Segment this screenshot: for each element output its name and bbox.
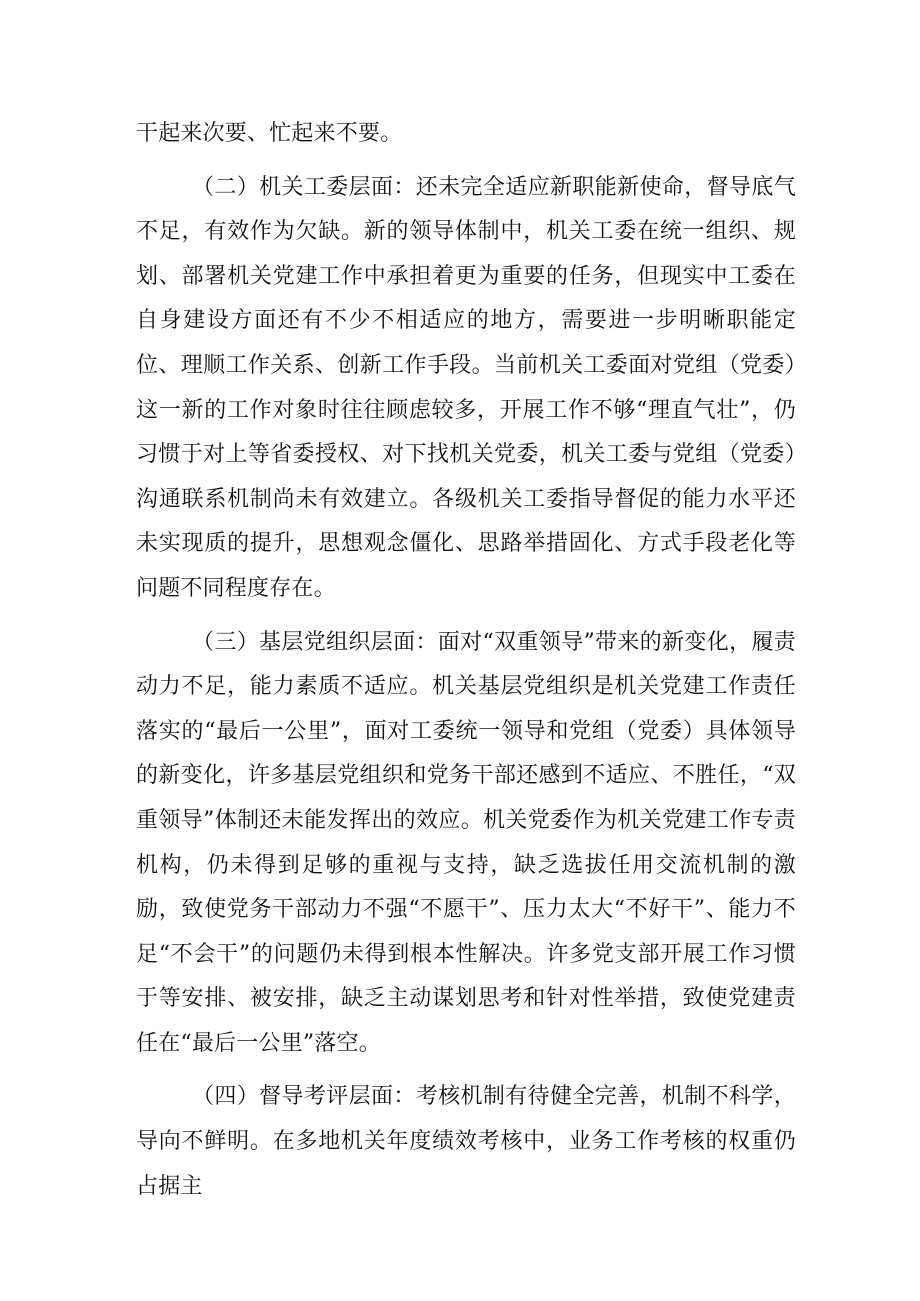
paragraph-section-4: （四）督导考评层面：考核机制有待健全完善，机制不科学，导向不鲜明。在多地机关年度绩效考核中，业务工作考核的权重仍占据主 [136, 1084, 796, 1199]
paragraph-section-2: （二）机关工委层面：还未完全适应新职能新使命，督导底气不足，有效作为欠缺。新的领导体制中，机关工委在统一组织、规划、部署机关党建工作中承担着更为重要的任务，但现实中工委在自身建设方面还有不少不相适应的地方，需要进一步明晰职能定位、理顺工作关系、创新工作手段。当前机关工委面对党组（党委）这一新的工作对象时往往顾虑较多，开展工作不够“理直气壮”，仍习惯于对上等省委授权、对下找机关党委，机关工委与党组（党委）沟通联系机制尚未有效建立。各级机关工委指导督促的能力水平还未实现质的提升，思想观念僵化、思路举措固化、方式手段老化等问题不同程度存在。 [136, 174, 796, 601]
document-body [136, 112, 796, 1218]
paragraph-section-3: （三）基层党组织层面：面对“双重领导”带来的新变化，履责动力不足，能力素质不适应。机关基层党组织是机关党建工作责任落实的“最后一公里”，面对工委统一领导和党组（党委）具体领导的新变化，许多基层党组织和党务干部还感到不适应、不胜任，“双重领导”体制还未能发挥出的效应。机关党委作为机关党建工作专责机构，仍未得到足够的重视与支持，缺乏选拔任用交流机制的激励，致使党务干部动力不强“不愿干”、压力太大“不好干”、能力不足“不会干”的问题仍未得到根本性解决。许多党支部开展工作习惯于等安排、被安排，缺乏主动谋划思考和针对性举措，致使党建责任在“最后一公里”落空。 [136, 629, 796, 1056]
paragraph-continuation: 干起来次要、忙起来不要。 [136, 121, 403, 146]
